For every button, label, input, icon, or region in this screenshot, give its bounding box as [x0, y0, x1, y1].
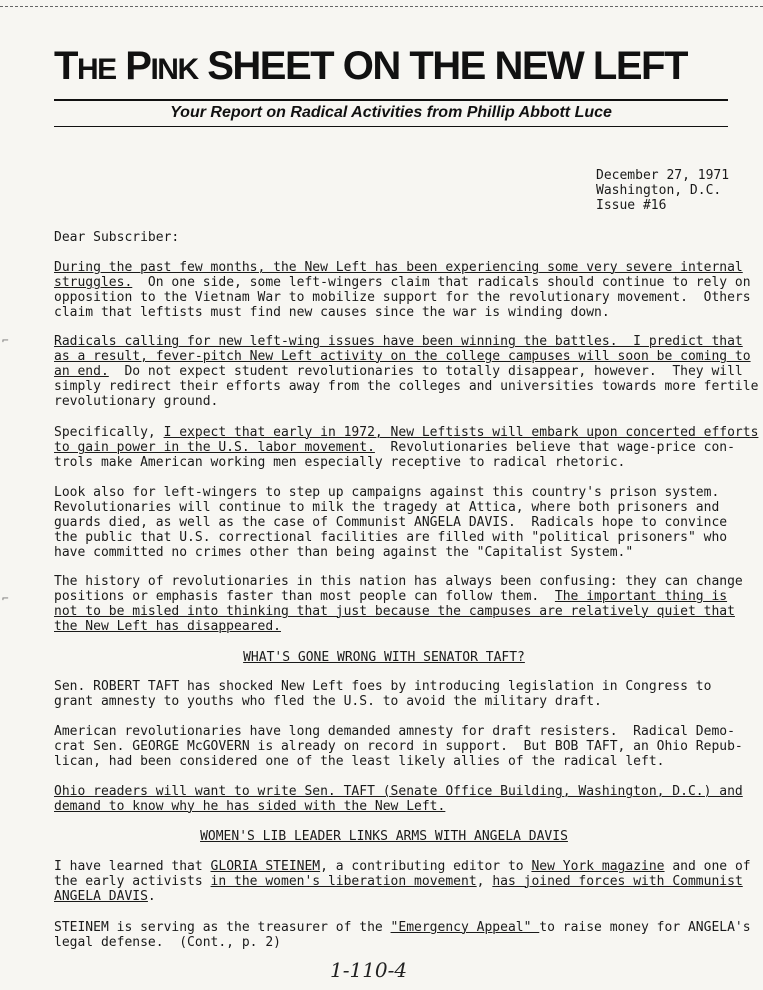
paragraph-7: American revolutionaries have long demanded amnesty for draft resisters. Radical Demo- crat Sen. GEORGE McGOVERN is already on record in support. But BOB TAFT, an Ohio Repub- lican, had been considered one of the least likely allies of the radical left. — [54, 724, 743, 769]
handwritten-file-number: 1-110-4 — [330, 958, 408, 982]
paragraph-6: Sen. ROBERT TAFT has shocked New Left foes by introducing legislation in Congress to grant amnesty to youths who fled the U.S. to avoid the military draft. — [54, 679, 712, 709]
section-heading-taft: WHAT'S GONE WRONG WITH SENATOR TAFT? — [243, 650, 525, 665]
paragraph-9: I have learned that GLORIA STEINEM, a contributing editor to New York magazine and one of the early activists in the women's liberation movement, has joined forces with Communist ANGELA DAVIS. — [54, 859, 751, 904]
paragraph-1: During the past few months, the New Left has been experiencing some very severe internal struggles. On one side, some left-wingers claim that radicals should continue to rely on opposition to the Vietnam War to mobilize support for the revolutionary movement. Others claim that leftists must find new causes since the war is winding down. — [54, 260, 751, 320]
paragraph-5: The history of revolutionaries in this nation has always been confusing: they can change positions or emphasis faster than most people can follow them. The important thing is not to be misled into thinking that just because the campuses are relatively quiet that the New Left has disappeared. — [54, 574, 743, 634]
page-top-border — [0, 6, 763, 7]
issue-number: Issue #16 — [596, 198, 667, 213]
newsletter-masthead: THE PINK SHEET ON THE NEW LEFT — [54, 44, 687, 88]
newsletter-subtitle: Your Report on Radical Activities from Phillip Abbott Luce — [170, 104, 612, 121]
paragraph-4: Look also for left-wingers to step up campaigns against this country's prison system. Revolutionaries will continue to milk the tragedy at Attica, where both prisoners and guards died, as well as the case of Communist ANGELA DAVIS. Radicals hope to convince the public that U.S. correctional facilities are filled with "political prisoners" who have committed no crimes other than being against the "Capitalist System." — [54, 485, 728, 560]
salutation: Dear Subscriber: — [54, 230, 180, 245]
issue-place: Washington, D.C. — [596, 183, 722, 198]
margin-mark-icon: ⌐ — [2, 592, 9, 605]
masthead-rule-bottom — [54, 126, 728, 127]
issue-date: December 27, 1971 — [596, 168, 730, 183]
paragraph-2: Radicals calling for new left-wing issues have been winning the battles. I predict that as a result, fever-pitch New Left activity on the college campuses will soon be coming to an end. Do not expect student revolutionaries to totally disappear, however. They will simply redirect their efforts away from the colleges and universities towards more fertile revolutionary ground. — [54, 334, 759, 409]
section-heading-womens-lib: WOMEN'S LIB LEADER LINKS ARMS WITH ANGELA DAVIS — [200, 829, 568, 844]
masthead-rule-top — [54, 99, 728, 101]
date-block — [596, 168, 729, 213]
margin-mark-icon: ⌐ — [2, 334, 9, 347]
paragraph-8: Ohio readers will want to write Sen. TAFT (Senate Office Building, Washington, D.C.) and demand to know why he has sided with the New Left. — [54, 784, 743, 814]
paragraph-3: Specifically, I expect that early in 1972, New Leftists will embark upon concerted efforts to gain power in the U.S. labor movement. Revolutionaries believe that wage-price con- trols make American working men especially receptive to radical rhetoric. — [54, 425, 759, 470]
paragraph-10: STEINEM is serving as the treasurer of the "Emergency Appeal" to raise money for ANGELA's legal defense. (Cont., p. 2) — [54, 920, 751, 950]
